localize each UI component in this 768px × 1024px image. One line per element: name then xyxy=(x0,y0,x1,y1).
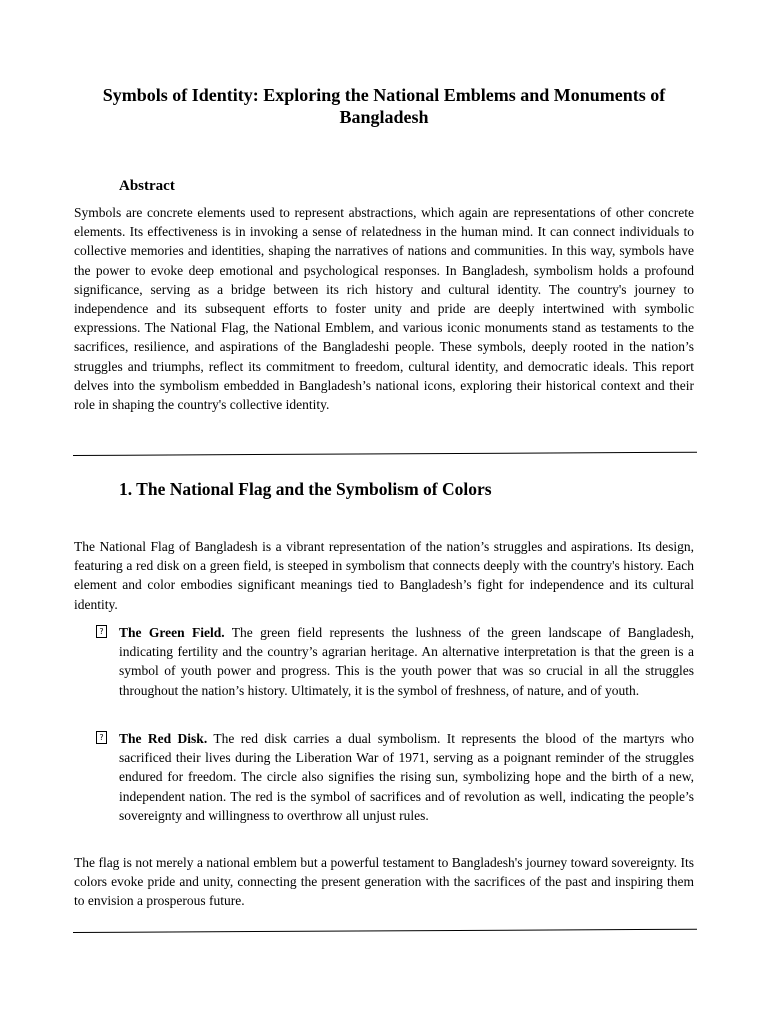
section-divider xyxy=(73,452,697,456)
abstract-heading: Abstract xyxy=(119,178,175,194)
section-intro-paragraph: The National Flag of Bangladesh is a vibrant representation of the nation’s struggles and aspirations. Its design, featuring a red disk on a green field, is steeped in symbolism that connects deeply with the country's history. Each element and color embodies significant meanings tied to Bangladesh’s fight for independence and its cultural identity. xyxy=(74,539,694,612)
section-heading: 1. The National Flag and the Symbolism of Colors xyxy=(119,479,492,499)
section-closing-paragraph: The flag is not merely a national emblem but a powerful testament to Bangladesh's journey toward sovereignty. Its colors evoke pride and unity, connecting the present generation with the sacrifices of the past and inspiring them to envision a prosperous future. xyxy=(74,855,694,909)
bullet-body xyxy=(119,729,694,825)
missing-glyph-bullet-icon: ? xyxy=(96,731,107,744)
section-divider xyxy=(73,929,697,933)
missing-glyph-bullet-icon: ? xyxy=(96,625,107,638)
abstract-paragraph: Symbols are concrete elements used to represent abstractions, which again are representations of other concrete elements. Its effectiveness is in invoking a sense of relatedness in the human mind. It can connect individuals to collective memories and identities, shaping the narratives of nations and communities. In this way, symbols have the power to evoke deep emotional and psychological responses. In Bangladesh, symbolism holds a profound significance, serving as a bridge between its rich history and cultural identity. The country's journey to independence and its subsequent efforts to foster unity and pride are deeply intertwined with symbolic expressions. The National Flag, the National Emblem, and various iconic monuments stand as testaments to the sacrifices, resilience, and aspirations of the Bangladeshi people. These symbols, deeply rooted in the nation’s struggles and triumphs, reflect its commitment to freedom, cultural identity, and democratic ideals. This report delves into the symbolism embedded in Bangladesh’s national icons, exploring their historical context and their role in shaping the country's collective identity. xyxy=(74,205,694,413)
bullet-body xyxy=(119,623,694,700)
bullet-term: The Red Disk. xyxy=(119,731,208,746)
bullet-text: The red disk carries a dual symbolism. It represents the blood of the martyrs who sacrificed their lives during the Liberation War of 1971, serving as a poignant reminder of the struggles endured for freedom. The circle also signifies the rising sun, symbolizing hope and the birth of a new, independent nation. The red is the symbol of sacrifices and of revolution as well, indicating the people’s sovereignty and willingness to overthrow all unjust rules. xyxy=(119,731,694,823)
bullet-term: The Green Field. xyxy=(119,625,225,640)
document-title: Symbols of Identity: Exploring the National Emblems and Monuments of Bangladesh xyxy=(102,85,666,127)
bullet-text: The green field represents the lushness of the green landscape of Bangladesh, indicating fertility and the country’s agrarian heritage. An alternative interpretation is that the green is a symbol of youth power and progress. This is the youth power that was so crucial in all the struggles throughout the nation’s history. Ultimately, it is the symbol of freshness, of nature, and of youth. xyxy=(119,625,694,698)
